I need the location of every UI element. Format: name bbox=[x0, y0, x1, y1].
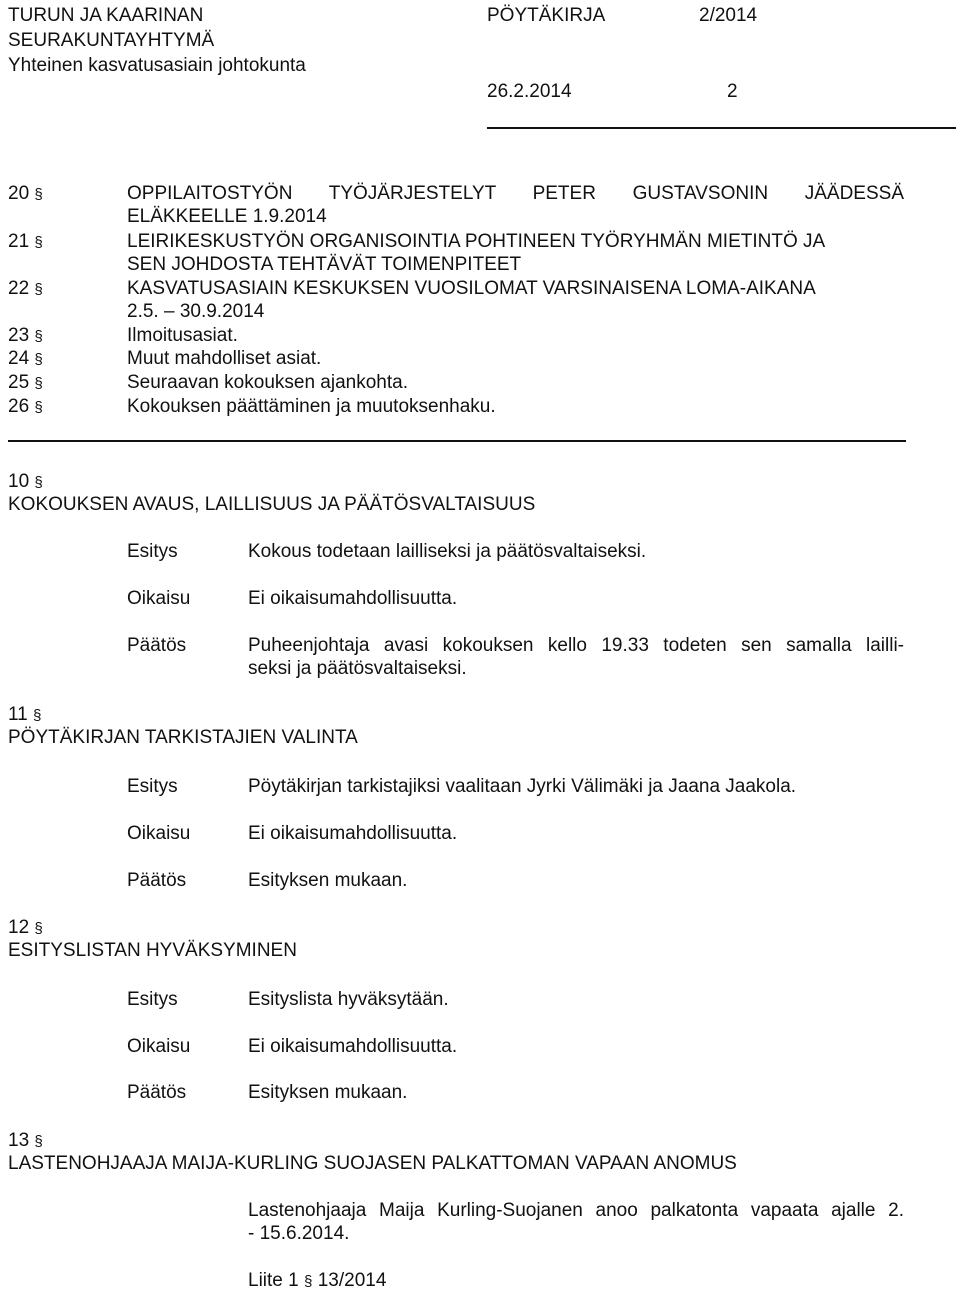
section-sign-icon: § bbox=[34, 328, 43, 345]
esitys-label: Esitys bbox=[127, 989, 178, 1010]
section-title: KOKOUKSEN AVAUS, LAILLISUUS JA PÄÄTÖSVALTAISUUS bbox=[8, 494, 536, 515]
agenda-item-text: 2.5. – 30.9.2014 bbox=[127, 301, 265, 322]
org-name-line1: TURUN JA KAARINAN bbox=[8, 5, 204, 26]
agenda-item-text: SEN JOHDOSTA TEHTÄVÄT TOIMENPITEET bbox=[127, 254, 522, 275]
agenda-item-text: OPPILAITOSTYÖN TYÖJÄRJESTELYT PETER GUSTAVSONIN JÄÄDESSÄ bbox=[127, 183, 904, 204]
esitys-label: Esitys bbox=[127, 541, 178, 562]
section-sign-icon: § bbox=[34, 920, 43, 937]
agenda-item-number: 20 § bbox=[8, 183, 43, 204]
section-title: LASTENOHJAAJA MAIJA-KURLING SUOJASEN PALKATTOMAN VAPAAN ANOMUS bbox=[8, 1153, 737, 1174]
section-title: PÖYTÄKIRJAN TARKISTAJIEN VALINTA bbox=[8, 727, 358, 748]
section-sign-icon: § bbox=[303, 1273, 313, 1290]
section-number: 10 § bbox=[8, 471, 43, 492]
esitys-text: Pöytäkirjan tarkistajiksi vaalitaan Jyrki Välimäki ja Jaana Jaakola. bbox=[248, 776, 797, 797]
paatos-label: Päätös bbox=[127, 635, 187, 656]
agenda-item-text: KASVATUSASIAIN KESKUKSEN VUOSILOMAT VARSINAISENA LOMA-AIKANA bbox=[127, 278, 816, 299]
agenda-item-text: ELÄKKEELLE 1.9.2014 bbox=[127, 206, 327, 227]
section-body-text-continued: - 15.6.2014. bbox=[248, 1223, 350, 1244]
page-number: 2 bbox=[727, 81, 738, 102]
esitys-text: Kokous todetaan lailliseksi ja päätösvaltaiseksi. bbox=[248, 541, 647, 562]
paatos-text: Puheenjohtaja avasi kokouksen kello 19.33 todeten sen samalla lailli- bbox=[248, 635, 904, 656]
agenda-item-text: Seuraavan kokouksen ajankohta. bbox=[127, 372, 408, 393]
section-sign-icon: § bbox=[33, 707, 42, 724]
section-sign-icon: § bbox=[34, 375, 43, 392]
oikaisu-text: Ei oikaisumahdollisuutta. bbox=[248, 588, 458, 609]
header-rule bbox=[487, 127, 956, 129]
agenda-divider bbox=[8, 440, 906, 442]
section-sign-icon: § bbox=[34, 234, 43, 251]
esitys-text: Esityslista hyväksytään. bbox=[248, 989, 449, 1010]
section-sign-icon: § bbox=[34, 281, 43, 298]
agenda-item-number: 25 § bbox=[8, 372, 43, 393]
oikaisu-text: Ei oikaisumahdollisuutta. bbox=[248, 823, 458, 844]
paatos-label: Päätös bbox=[127, 1082, 187, 1103]
section-sign-icon: § bbox=[34, 186, 43, 203]
esitys-label: Esitys bbox=[127, 776, 178, 797]
section-body-text: Lastenohjaaja Maija Kurling-Suojanen anoo palkatonta vapaata ajalle 2. bbox=[248, 1200, 904, 1221]
agenda-item-text: LEIRIKESKUSTYÖN ORGANISOINTIA POHTINEEN TYÖRYHMÄN MIETINTÖ JA bbox=[127, 231, 826, 252]
section-number: 13 § bbox=[8, 1130, 43, 1151]
board-name: Yhteinen kasvatusasiain johtokunta bbox=[8, 55, 306, 76]
agenda-item-number: 23 § bbox=[8, 325, 43, 346]
agenda-item-text: Muut mahdolliset asiat. bbox=[127, 348, 322, 369]
paatos-text: Esityksen mukaan. bbox=[248, 870, 408, 891]
paatos-label: Päätös bbox=[127, 870, 187, 891]
section-sign-icon: § bbox=[34, 474, 43, 491]
agenda-item-number: 22 § bbox=[8, 278, 43, 299]
oikaisu-text: Ei oikaisumahdollisuutta. bbox=[248, 1036, 458, 1057]
agenda-item-number: 26 § bbox=[8, 396, 43, 417]
attachment-reference: Liite 1 § 13/2014 bbox=[248, 1270, 387, 1291]
document-type: PÖYTÄKIRJA bbox=[487, 5, 606, 26]
paatos-text-continued: seksi ja päätösvaltaiseksi. bbox=[248, 658, 467, 679]
org-name-line2: SEURAKUNTAYHTYMÄ bbox=[8, 30, 215, 51]
section-sign-icon: § bbox=[34, 351, 43, 368]
section-sign-icon: § bbox=[34, 399, 43, 416]
section-sign-icon: § bbox=[34, 1133, 43, 1150]
oikaisu-label: Oikaisu bbox=[127, 823, 191, 844]
document-number: 2/2014 bbox=[699, 5, 758, 26]
agenda-item-text: Kokouksen päättäminen ja muutoksenhaku. bbox=[127, 396, 496, 417]
oikaisu-label: Oikaisu bbox=[127, 588, 191, 609]
section-number: 12 § bbox=[8, 917, 43, 938]
oikaisu-label: Oikaisu bbox=[127, 1036, 191, 1057]
agenda-item-number: 21 § bbox=[8, 231, 43, 252]
section-title: ESITYSLISTAN HYVÄKSYMINEN bbox=[8, 940, 297, 961]
agenda-item-number: 24 § bbox=[8, 348, 43, 369]
meeting-date: 26.2.2014 bbox=[487, 81, 572, 102]
paatos-text: Esityksen mukaan. bbox=[248, 1082, 408, 1103]
agenda-item-text: Ilmoitusasiat. bbox=[127, 325, 238, 346]
section-number: 11 § bbox=[8, 704, 42, 725]
